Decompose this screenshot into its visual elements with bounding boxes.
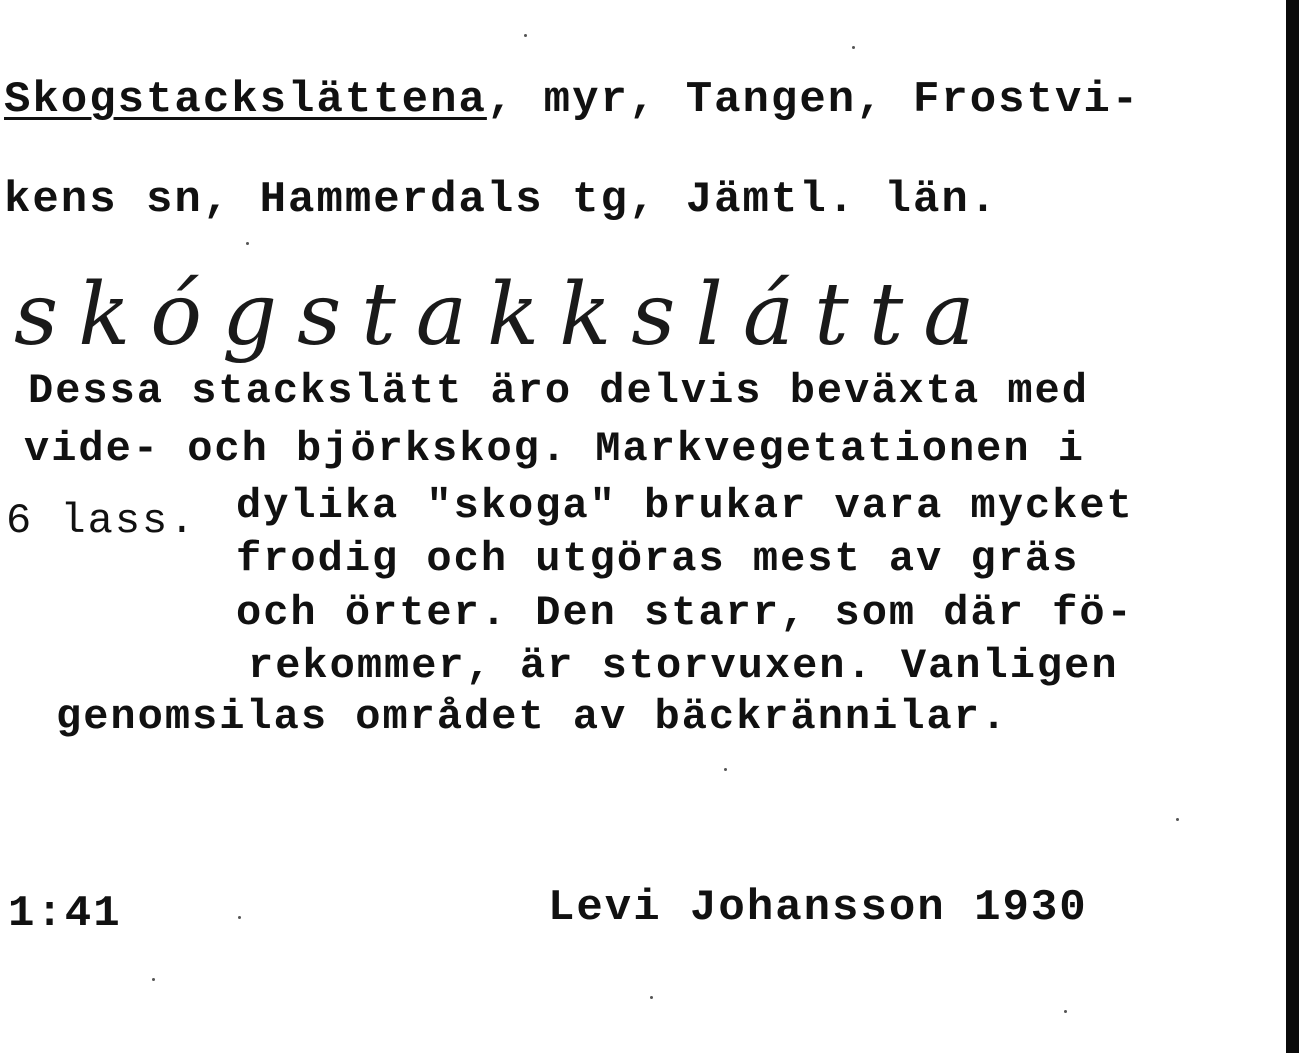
heading-line-2: kens sn, Hammerdals tg, Jämtl. län.: [4, 175, 999, 225]
description-line-3: dylika "skoga" brukar vara mycket: [236, 482, 1134, 530]
heading-rest: , myr, Tangen, Frostvi-: [486, 75, 1141, 125]
ink-speck: [650, 996, 653, 999]
description-line-7: genomsilas området av bäckrännilar.: [56, 693, 1009, 741]
description-line-2: vide- och björkskog. Markvegetationen i: [24, 425, 1085, 473]
margin-note: 6 lass.: [6, 497, 197, 545]
ink-speck: [524, 34, 527, 37]
ink-speck: [238, 916, 241, 919]
heading-line-1: [4, 75, 1141, 125]
ink-speck: [852, 46, 855, 49]
author-year: Levi Johansson 1930: [548, 883, 1088, 933]
description-line-6: rekommer, är storvuxen. Vanligen: [248, 642, 1119, 690]
card-edge-border: [1286, 0, 1299, 1053]
handwritten-pronunciation: [8, 265, 1068, 378]
description-line-1: Dessa stackslätt äro delvis beväxta med: [28, 367, 1089, 415]
ink-speck: [1176, 818, 1179, 821]
description-line-4: frodig och utgöras mest av gräs: [236, 535, 1080, 583]
place-name: Skogstackslättena: [4, 75, 487, 125]
handwritten-text: skógstakkslátta: [14, 265, 995, 365]
description-line-5: och örter. Den starr, som där fö-: [236, 589, 1134, 637]
ink-speck: [724, 768, 727, 771]
ink-speck: [152, 978, 155, 981]
ink-speck: [246, 242, 249, 245]
ink-speck: [1064, 1010, 1067, 1013]
card-number: 1:41: [8, 889, 122, 939]
